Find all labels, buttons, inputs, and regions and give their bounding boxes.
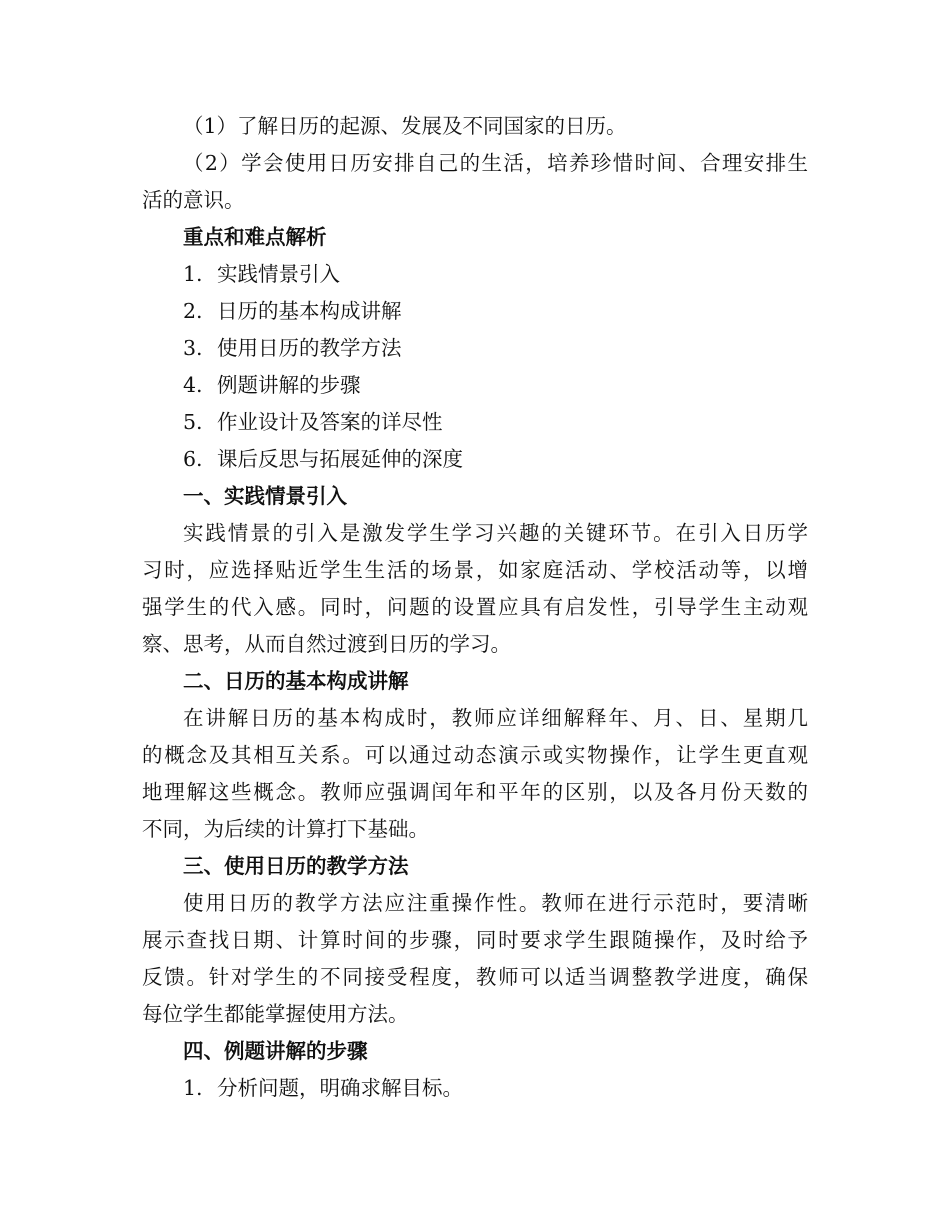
- key-point-number: 1.: [183, 262, 203, 286]
- key-point-number: 6.: [183, 447, 203, 471]
- key-point-text: 实践情景引入: [217, 262, 340, 286]
- key-point-item: [142, 293, 808, 330]
- key-point-item: [142, 330, 808, 367]
- section-3-heading: 三、使用日历的教学方法: [183, 854, 409, 878]
- key-point-text: 课后反思与拓展延伸的深度: [217, 447, 463, 471]
- key-point-number: 2.: [183, 299, 203, 323]
- key-point-text: 使用日历的教学方法: [217, 336, 402, 360]
- section-3-line: 展示查找日期、计算时间的步骤，同时要求学生跟随操作，及时给予: [142, 928, 808, 952]
- section-4-heading: 四、例题讲解的步骤: [183, 1039, 368, 1063]
- section-4-item-text: 分析问题，明确求解目标。: [217, 1076, 463, 1100]
- key-point-item: [142, 404, 808, 441]
- key-point-text: 日历的基本构成讲解: [217, 299, 402, 323]
- section-1-line: 习时，应选择贴近学生生活的场景，如家庭活动、学校活动等，以增: [142, 558, 808, 582]
- section-2-line: 不同，为后续的计算打下基础。: [142, 817, 429, 841]
- objective-item-2-line-1: （2）学会使用日历安排自己的生活，培养珍惜时间、合理安排生: [183, 151, 808, 175]
- key-point-text: 作业设计及答案的详尽性: [217, 410, 443, 434]
- section-3-line: 每位学生都能掌握使用方法。: [142, 1002, 409, 1026]
- key-point-item: [142, 367, 808, 404]
- section-1-line: 强学生的代入感。同时，问题的设置应具有启发性，引导学生主动观: [142, 595, 808, 619]
- key-point-number: 4.: [183, 373, 203, 397]
- section-1-heading: 一、实践情景引入: [183, 484, 347, 508]
- key-point-number: 5.: [183, 410, 203, 434]
- document-page: [142, 108, 808, 1107]
- section-3-line: 使用日历的教学方法应注重操作性。教师在进行示范时，要清晰: [183, 891, 808, 915]
- key-points-heading: 重点和难点解析: [183, 225, 327, 249]
- section-3-line: 反馈。针对学生的不同接受程度，教师可以适当调整教学进度，确保: [142, 965, 808, 989]
- section-2-line: 地理解这些概念。教师应强调闰年和平年的区别，以及各月份天数的: [142, 780, 808, 804]
- section-2-line: 在讲解日历的基本构成时，教师应详细解释年、月、日、星期几: [183, 706, 808, 730]
- section-1-line: 实践情景的引入是激发学生学习兴趣的关键环节。在引入日历学: [183, 521, 808, 545]
- section-1-line: 察、思考，从而自然过渡到日历的学习。: [142, 632, 511, 656]
- section-4-item: [142, 1070, 808, 1107]
- key-point-number: 3.: [183, 336, 203, 360]
- key-point-text: 例题讲解的步骤: [217, 373, 361, 397]
- key-point-item: [142, 441, 808, 478]
- section-2-heading: 二、日历的基本构成讲解: [183, 669, 409, 693]
- objective-item-1: （1）了解日历的起源、发展及不同国家的日历。: [183, 114, 627, 138]
- key-point-item: [142, 256, 808, 293]
- section-2-line: 的概念及其相互关系。可以通过动态演示或实物操作，让学生更直观: [142, 743, 808, 767]
- section-4-item-number: 1.: [183, 1076, 203, 1100]
- objective-item-2-line-2: 活的意识。: [142, 188, 245, 212]
